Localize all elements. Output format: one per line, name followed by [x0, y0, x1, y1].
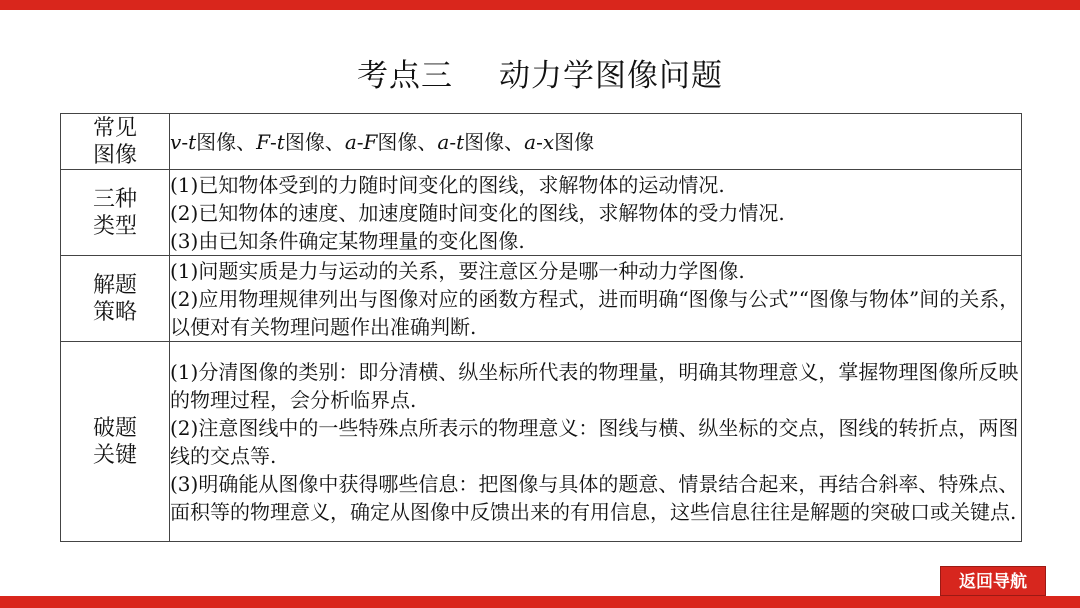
- table-row: [61, 114, 1022, 170]
- table-row: [61, 256, 1022, 342]
- title-topic-name: 动力学图像问题: [499, 58, 723, 94]
- row-content-key-points: [170, 342, 1022, 542]
- summary-table: [60, 113, 1022, 542]
- table-row: [61, 342, 1022, 542]
- row-content-three-types: [170, 170, 1022, 256]
- row-content-strategy: [170, 256, 1022, 342]
- list-item: (3)明确能从图像中获得哪些信息：把图像与具体的题意、情景结合起来，再结合斜率、特殊点、面积等的物理意义，确定从图像中反馈出来的有用信息，这些信息往往是解题的突破口或关键点.: [170, 471, 1019, 524]
- list-item: (1)分清图像的类别：即分清横、纵坐标所代表的物理量，明确其物理意义，掌握物理图像所反映的物理过程，会分析临界点.: [170, 359, 1019, 412]
- title-topic-number: 考点三: [357, 58, 453, 94]
- graph-type: a-x图像: [524, 129, 595, 154]
- list-item: (1)问题实质是力与运动的关系，要注意区分是哪一种动力学图像.: [170, 258, 745, 283]
- bottom-accent-bar: [0, 596, 1080, 608]
- row-label-key-points: 破题 关键: [61, 342, 170, 542]
- graph-type: v-t图像、: [170, 129, 257, 154]
- table-row: [61, 170, 1022, 256]
- list-item: (3)由已知条件确定某物理量的变化图像.: [170, 228, 525, 253]
- graph-type: a-F图像、: [344, 129, 438, 154]
- list-item: (2)注意图线中的一些特殊点所表示的物理意义：图线与横、纵坐标的交点，图线的转折点，两图线的交点等.: [170, 415, 1019, 468]
- graph-type: a-t图像、: [437, 129, 525, 154]
- row-label-common-graphs: 常见 图像: [61, 114, 170, 170]
- row-label-strategy: 解题 策略: [61, 256, 170, 342]
- top-accent-bar: [0, 0, 1080, 10]
- list-item: (1)已知物体受到的力随时间变化的图线，求解物体的运动情况.: [170, 172, 725, 197]
- graph-type-list: [170, 128, 1021, 156]
- page-title: [0, 50, 1080, 95]
- list-item: (2)应用物理规律列出与图像对应的函数方程式，进而明确“图像与公式”“图像与物体”间的关系，以便对有关物理问题作出准确判断.: [170, 286, 1020, 339]
- list-item: (2)已知物体的速度、加速度随时间变化的图线，求解物体的受力情况.: [170, 200, 785, 225]
- back-to-navigation-button[interactable]: 返回导航: [940, 566, 1046, 596]
- row-label-three-types: 三种 类型: [61, 170, 170, 256]
- row-content-common-graphs: [170, 114, 1022, 170]
- graph-type: F-t图像、: [256, 129, 345, 154]
